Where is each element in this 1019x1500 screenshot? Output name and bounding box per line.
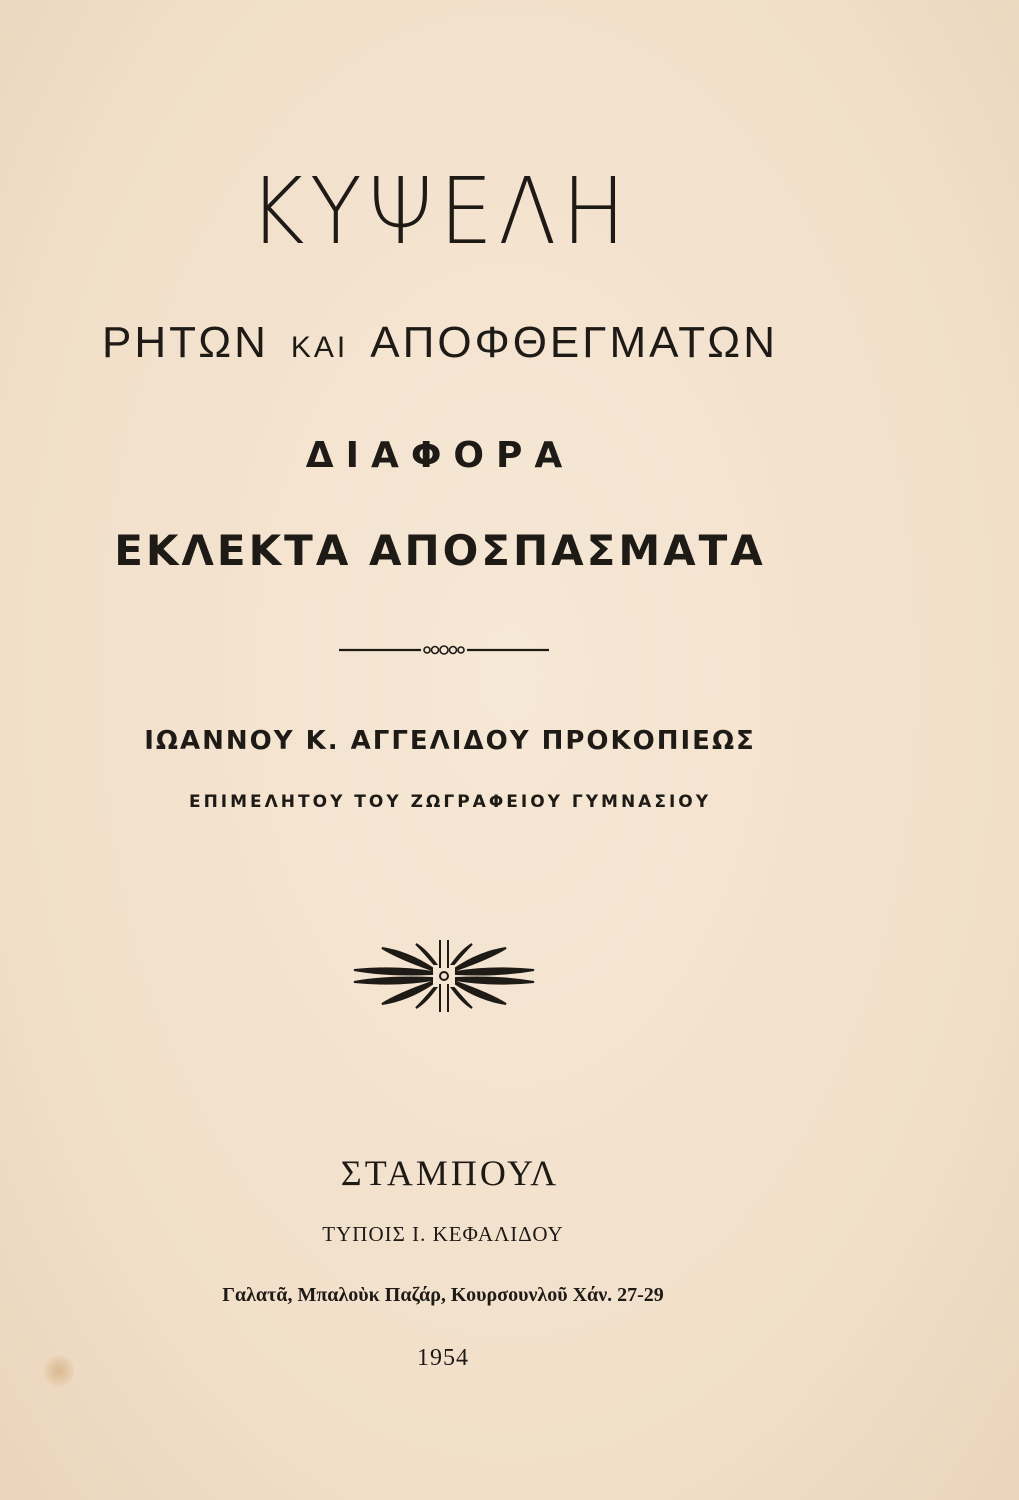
section-heading-2: ΕΚΛΕΚΤΑ ΑΠΟΣΠΑΣΜΑΤΑ <box>114 526 766 575</box>
imprint-printer: ΤΥΠΟΙΣ Ι. ΚΕΦΑΛΙΔΟΥ <box>322 1222 564 1246</box>
author-title: ΕΠΙΜΕΛΗΤΟΥ ΤΟΥ ΖΩΓΡΑΦΕΙΟΥ ΓΥΜΝΑΣΙΟΥ <box>188 792 712 812</box>
section-heading-1: ΔΙΑΦΟΡΑ <box>305 435 575 476</box>
ornamental-rule-icon <box>339 640 549 660</box>
imprint-year: 1954 <box>417 1345 469 1371</box>
author-name: ΙΩΑΝΝΟΥ Κ. ΑΓΓΕΛΙΔΟΥ ΠΡΟΚΟΠΙΕΩΣ <box>144 726 756 756</box>
fleuron-ornament-icon <box>348 938 540 1014</box>
paper-stain <box>44 1354 74 1388</box>
book-subtitle <box>0 318 880 368</box>
subtitle-conjunction: ΚΑΙ <box>290 331 349 364</box>
book-title: ΚΥΨΕΛΗ <box>249 158 631 265</box>
subtitle-part2: ΑΠΟΦΘΕΓΜΑΤΩΝ <box>370 318 778 367</box>
imprint-address: Γαλατᾶ, Μπαλοὺκ Παζάρ, Κουρσουνλοῦ Χάν. 27-29 <box>222 1284 664 1306</box>
subtitle-part1: ΡΗΤΩΝ <box>102 318 269 367</box>
imprint-city: ΣΤΑΜΠΟΥΛ <box>340 1153 560 1193</box>
